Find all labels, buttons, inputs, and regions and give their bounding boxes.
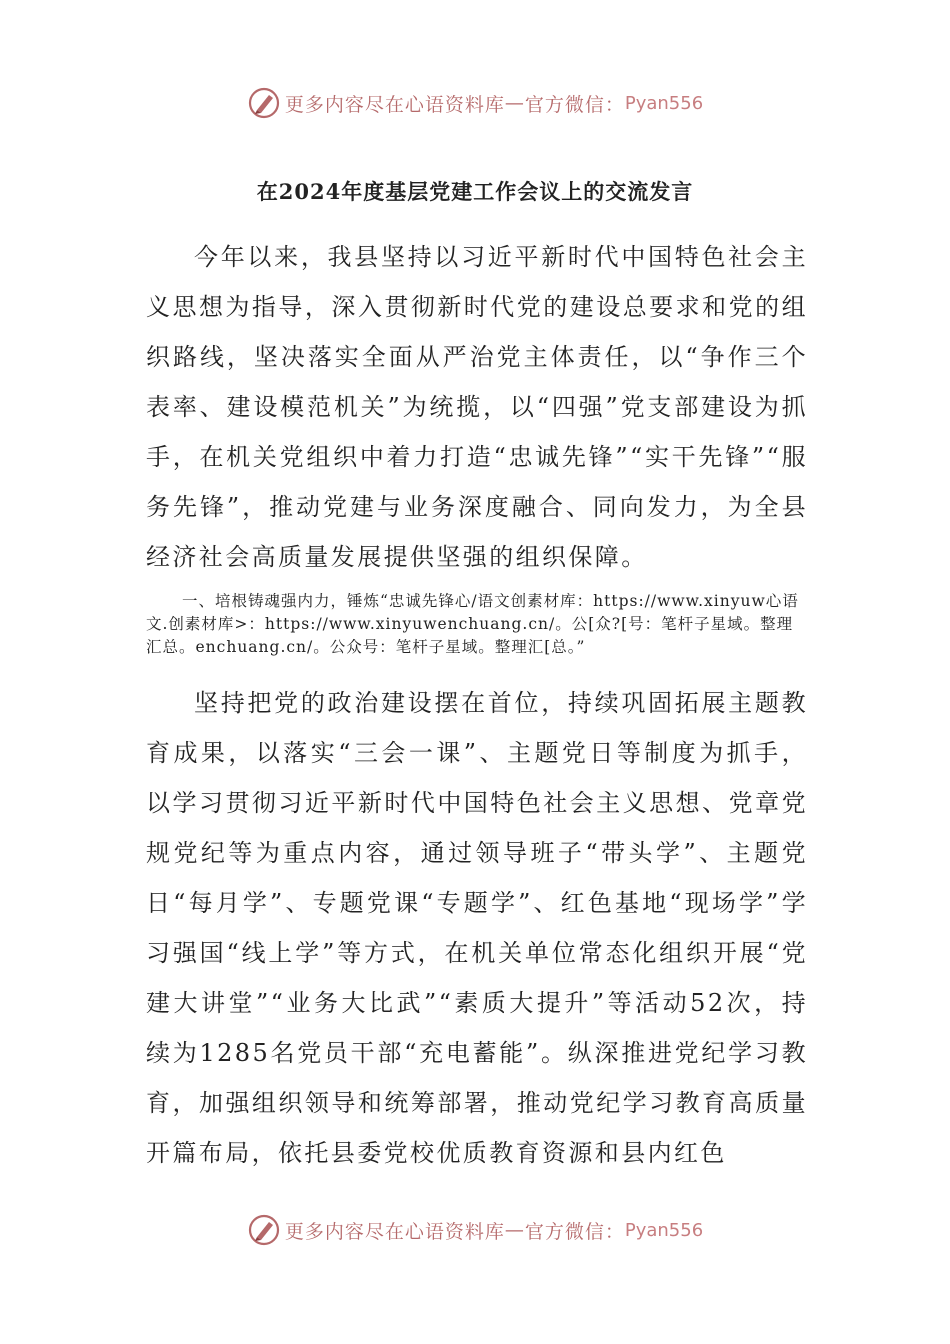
watermark-brand: 更多内容尽在心语资料库	[284, 93, 505, 116]
watermark-dash: —	[504, 92, 525, 114]
watermark-banner-bottom	[0, 1210, 950, 1250]
watermark-wechat-label: 官方微信：	[524, 93, 625, 116]
watermark-wechat-id: Pyan556	[624, 92, 704, 114]
watermark-wechat-id: Pyan556	[624, 1219, 704, 1241]
document-title: 在2024年度基层党建工作会议上的交流发言	[256, 179, 694, 204]
pen-nib-circle-icon	[247, 1213, 281, 1247]
paragraph-section-1: 坚持把党的政治建设摆在首位，持续巩固拓展主题教育成果，以落实“三会一课”、主题党日等制度为抓手，以学习贯彻习近平新时代中国特色社会主义思想、党章党规党纪等为重点内容，通过领导班子“带头学”、主题党日“每月学”、专题党课“专题学”、红色基地“现场学”学习强国“线上学”等方式，在机关单位常态化组织开展“党建大讲堂”“业务大比武”“素质大提升”等活动52次，持续为1285名党员干部“充电蓄能”。纵深推进党纪学习教育，加强组织领导和统筹部署，推动党纪学习教育高质量开篇布局，依托县委党校优质教育资源和县内红色	[146, 689, 808, 1167]
pen-nib-circle-icon	[247, 86, 281, 120]
section-heading-1: 一、培根铸魂强内力，锤炼“忠诚先锋心/语文创素材库：https://www.xinyuw心语文.创素材库>：https://www.xinyuwenchuang.cn/。公[众?[号：笔杆子星域。整理汇总。enchuang.cn/。公众号：笔杆子星域。整理汇[总。”	[146, 592, 799, 656]
paragraph-intro: 今年以来，我县坚持以习近平新时代中国特色社会主义思想为指导，深入贯彻新时代党的建设总要求和党的组织路线，坚决落实全面从严治党主体责任，以“争作三个表率、建设模范机关”为统揽，以“四强”党支部建设为抓手，在机关党组织中着力打造“忠诚先锋”“实干先锋”“服务先锋”，推动党建与业务深度融合、同向发力，为全县经济社会高质量发展提供坚强的组织保障。	[146, 243, 808, 571]
watermark-wechat-label: 官方微信：	[524, 1220, 625, 1243]
watermark-brand: 更多内容尽在心语资料库	[284, 1220, 505, 1243]
watermark-dash: —	[504, 1219, 525, 1241]
watermark-banner-top	[0, 83, 950, 123]
